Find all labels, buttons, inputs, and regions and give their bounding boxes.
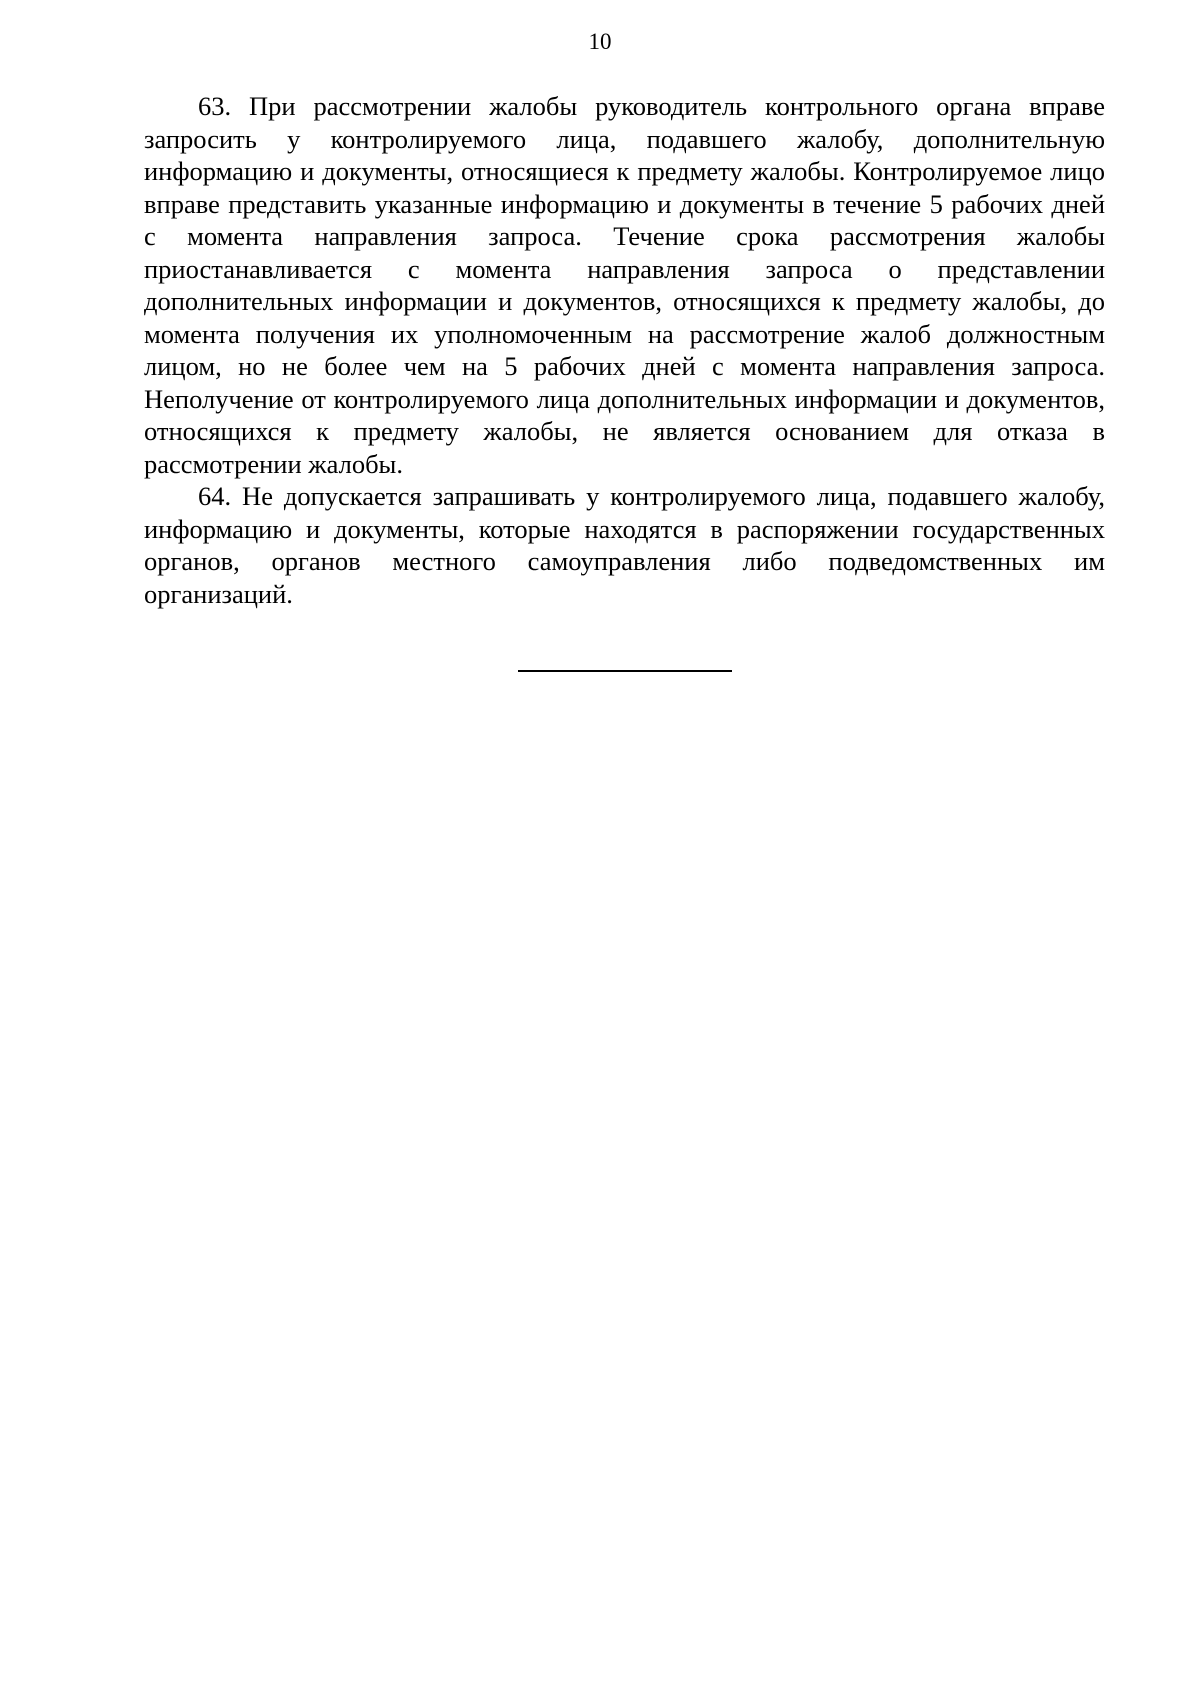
document-body [144,90,1105,610]
end-separator-line [518,670,732,672]
page-number: 10 [588,29,612,54]
paragraph-63: 63. При рассмотрении жалобы руководитель контрольного органа вправе запросить у контролируемого лица, подавшего жалобу, дополнительную информацию и документы, относящиеся к предмету жалобы. Контролируемое лицо вправе представить указанные информацию и документы в течение 5 рабочих дней с момента направления запроса. Течение срока рассмотрения жалобы приостанавливается с момента направления запроса о представлении дополнительных информации и документов, относящихся к предмету жалобы, до момента получения их уполномоченным на рассмотрение жалоб должностным лицом, но не более чем на 5 рабочих дней с момента направления запроса. Неполучение от контролируемого лица дополнительных информации и документов, относящихся к предмету жалобы, не является основанием для отказа в рассмотрении жалобы. [144,91,1105,479]
paragraph-64: 64. Не допускается запрашивать у контролируемого лица, подавшего жалобу, информацию и документы, которые находятся в распоряжении государственных органов, органов местного самоуправления либо подведомственных им организаций. [144,481,1105,609]
